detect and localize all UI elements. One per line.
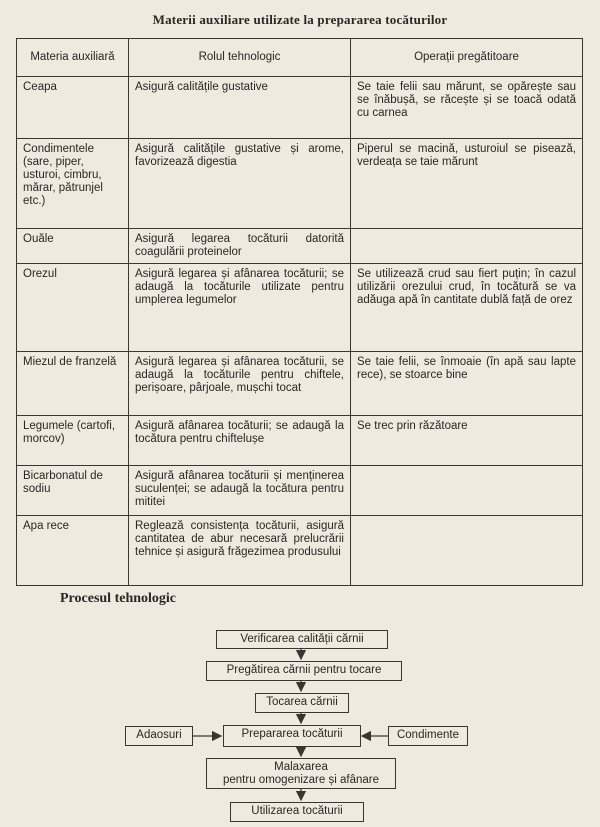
header-operatii: Operații pregătitoare [351, 39, 583, 77]
cell-rol: Asigură legarea și afânarea tocăturii; se adaugă la tocăturile utilizate pentru umplerea legumelor [129, 264, 351, 352]
step-malaxare-line1: Malaxarea [274, 761, 328, 773]
header-rol: Rolul tehnologic [129, 39, 351, 77]
cell-rol: Asigură legarea tocăturii datorită coagulării proteinelor [129, 229, 351, 264]
cell-materia: Apa rece [17, 516, 129, 586]
process-title: Procesul tehnologic [60, 591, 177, 606]
cell-operatii: Se trec prin răzătoare [351, 416, 583, 466]
cell-materia: Miezul de franzelă [17, 352, 129, 416]
step-pregatire: Pregătirea cărnii pentru tocare [206, 661, 402, 681]
cell-materia: Legumele (cartofi, morcov) [17, 416, 129, 466]
cell-rol: Reglează consistența tocăturii, asigură cantitatea de abur necesară prelucrării tehnice și asigură frăgezimea produsului [129, 516, 351, 586]
cell-materia: Condimentele (sare, piper, usturoi, cimbru, mărar, pătrunjel etc.) [17, 139, 129, 229]
step-condimente: Condimente [388, 726, 468, 746]
cell-rol: Asigură afânarea tocăturii; se adaugă la tocătura pentru chiftelușe [129, 416, 351, 466]
step-preparare: Prepararea tocăturii [223, 725, 361, 747]
cell-materia: Bicarbonatul de sodiu [17, 466, 129, 516]
step-verificare: Verificarea calității cărnii [216, 630, 388, 649]
cell-materia: Ceapa [17, 77, 129, 139]
cell-operatii: Se taie felii, se înmoaie (în apă sau lapte rece), se stoarce bine [351, 352, 583, 416]
cell-materia: Orezul [17, 264, 129, 352]
cell-rol: Asigură calitățile gustative [129, 77, 351, 139]
step-malaxare [206, 758, 396, 789]
step-tocare: Tocarea cărnii [255, 693, 349, 713]
step-malaxare-line2: pentru omogenizare și afânare [223, 774, 379, 786]
cell-operatii: Se utilizează crud sau fiert puțin; în cazul utilizării orezului crud, în tocătură se va adăuga apă în cantitate dublă față de orez [351, 264, 583, 352]
cell-rol: Asigură legarea și afânarea tocăturii, se adaugă la tocăturile pentru chiftele, perișoare, pârjoale, mușchi tocat [129, 352, 351, 416]
header-materia: Materia auxiliară [17, 39, 129, 77]
cell-rol: Asigură afânarea tocăturii și menținerea suculenței; se adaugă la tocătura pentru mititei [129, 466, 351, 516]
step-utilizare: Utilizarea tocăturii [230, 802, 364, 822]
cell-operatii: Se taie felii sau mărunt, se opărește sau se înăbușă, se răcește și se toacă odată cu carnea [351, 77, 583, 139]
table-title: Materii auxiliare utilizate la prepararea tocăturilor [152, 12, 448, 27]
cell-rol: Asigură calitățile gustative și arome, favorizează digestia [129, 139, 351, 229]
cell-materia: Ouăle [17, 229, 129, 264]
step-adaosuri: Adaosuri [125, 726, 193, 746]
cell-operatii: Piperul se macină, usturoiul se pisează, verdeața se taie mărunt [351, 139, 583, 229]
